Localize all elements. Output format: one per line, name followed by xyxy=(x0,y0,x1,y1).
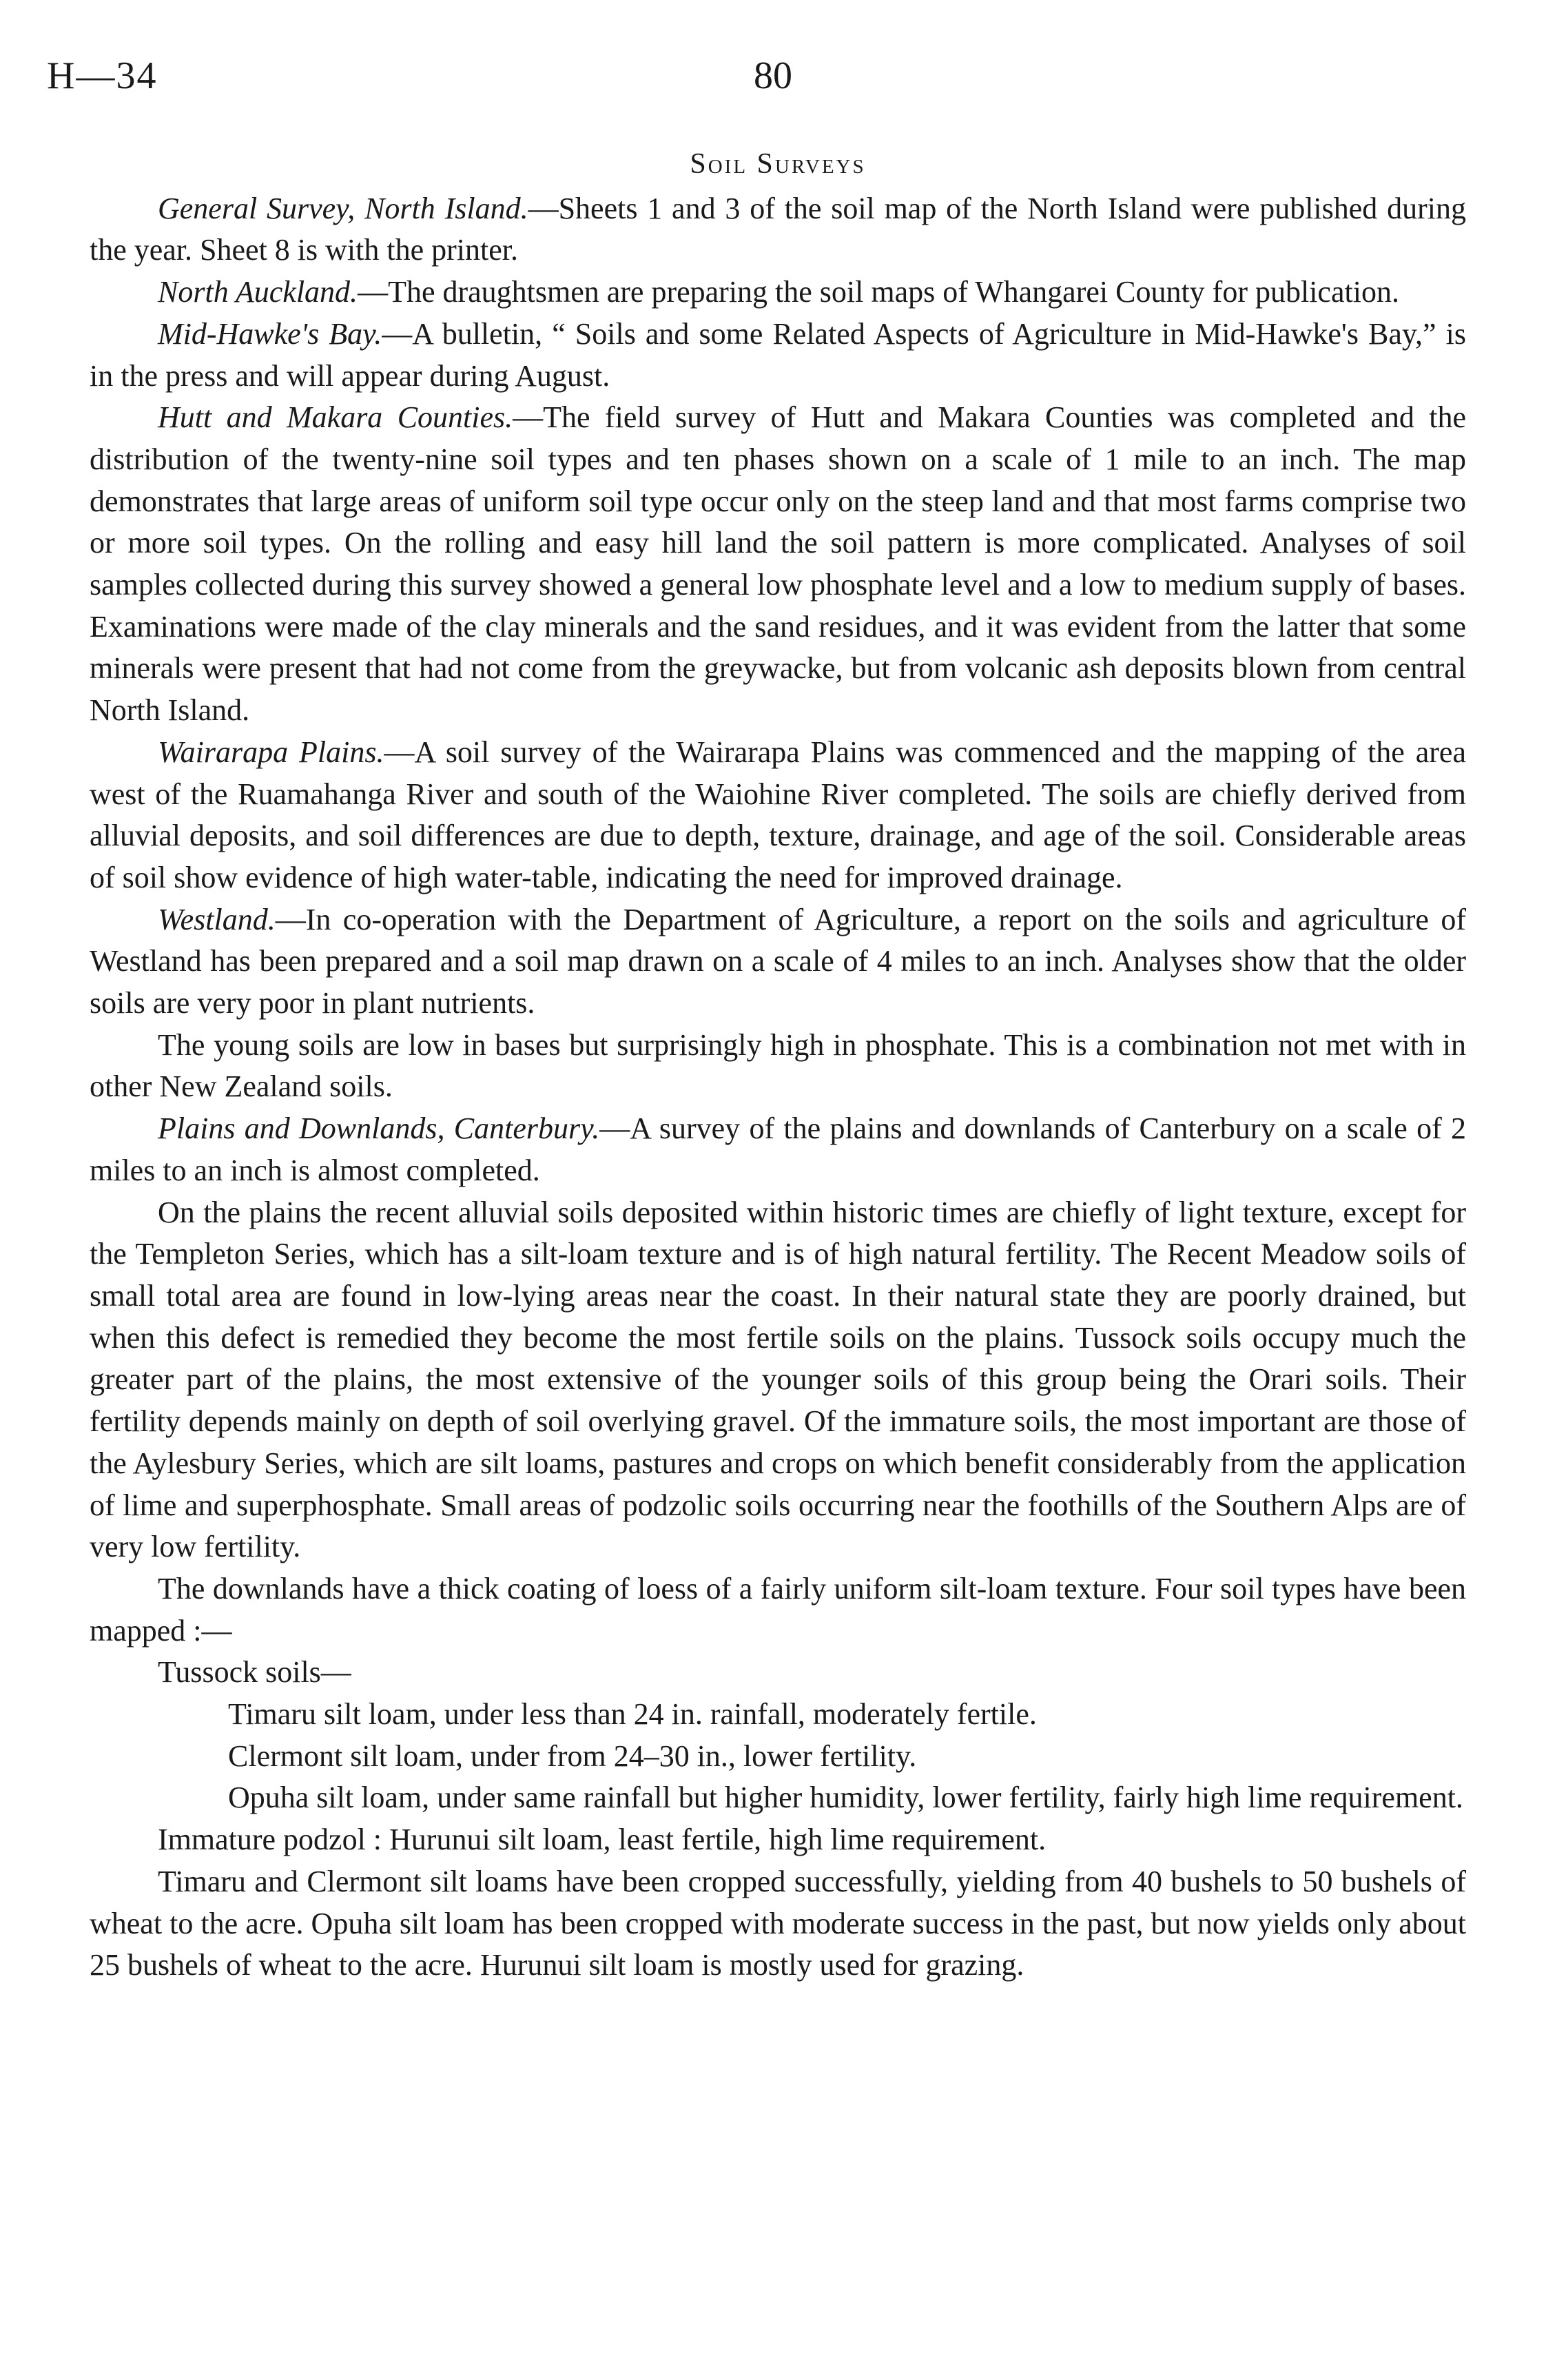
paragraph-plains xyxy=(90,1192,1466,1568)
paragraph-lead: North Auckland. xyxy=(158,275,358,309)
paragraph-lead: Westland. xyxy=(158,902,276,936)
paragraph-text: —The draughtsmen are preparing the soil maps of Whangarei County for publication. xyxy=(358,275,1399,309)
paragraph-westland xyxy=(90,899,1466,1025)
paragraph-lead: General Survey, North Island. xyxy=(158,191,528,225)
paragraph-north-auckland xyxy=(90,271,1466,314)
paragraph-mid-hawkes-bay xyxy=(90,314,1466,397)
paragraph-text: On the plains the recent alluvial soils deposited within historic times are chiefly of light texture, except for the Templeton Series, which has a silt-loam texture and is of high natural fertility. The Recent Meadow soils of small total area are found in low-lying areas near the coast. In their natural state they are poorly drained, but when this defect is remedied they become the most fertile soils on the plains. Tussock soils occupy much the greater part of the plains, the most extensive of the younger soils of this group being the Orari soils. Their fertility depends mainly on depth of soil overlying gravel. Of the immature soils, the most important are those of the Aylesbury Series, which are silt loams, pastures and crops on which benefit considerably from the application of lime and superphosphate. Small areas of podzolic soils occurring near the foothills of the Southern Alps are of very low fertility. xyxy=(90,1195,1466,1564)
paragraph-lead: Mid-Hawke's Bay. xyxy=(158,316,382,351)
soil-list-heading: Tussock soils— xyxy=(158,1655,351,1690)
paragraph-text: —A bulletin, “ Soils and some Related Aspects of Agriculture in Mid-Hawke's Bay,” is in the press and will appear during August. xyxy=(90,316,1466,393)
document-reference: H—34 xyxy=(47,54,158,97)
soil-list-item: Clermont silt loam, under from 24–30 in., lower fertility. xyxy=(228,1738,917,1773)
page-header xyxy=(0,54,1546,109)
paragraph-text: The young soils are low in bases but surprisingly high in phosphate. This is a combination not met with in other New Zealand soils. xyxy=(90,1027,1466,1104)
paragraph-canterbury xyxy=(90,1108,1466,1191)
paragraph-text: —The field survey of Hutt and Makara Counties was completed and the distribution of the twenty-nine soil types and ten phases shown on a scale of 1 mile to an inch. The map demonstrates that large areas of uniform soil type occur only on the steep land and that most farms comprise two or more soil types. On the rolling and easy hill land the soil pattern is more complicated. Analyses of soil samples collected during this survey showed a general low phosphate level and a low to medium supply of bases. Examinations were made of the clay minerals and the sand residues, and it was evident from the latter that some minerals were present that had not come from the greywacke, but from volcanic ash deposits blown from central North Island. xyxy=(90,400,1466,728)
paragraph-wairarapa xyxy=(90,732,1466,899)
paragraph-text: —In co-operation with the Department of Agriculture, a report on the soils and agriculture of Westland has been prepared and a soil map drawn on a scale of 4 miles to an inch. Analyses show that the older soils are very poor in plant nutrients. xyxy=(90,902,1466,1020)
page-body xyxy=(90,143,1466,1987)
paragraph-closing: Timaru and Clermont silt loams have been cropped successfully, yielding from 40 bushels to 50 bushels of wheat to the acre. Opuha silt loam has been cropped with moderate success in the past, but now yields only about 25 bushels of wheat to the acre. Hurunui silt loam is mostly used for grazing. xyxy=(90,1864,1466,1982)
paragraph-lead: Hutt and Makara Counties. xyxy=(158,400,513,435)
paragraph-text: —A soil survey of the Wairarapa Plains was commenced and the mapping of the area west of the Ruamahanga River and south of the Waiohine River completed. The soils are chiefly derived from alluvial deposits, and soil differences are due to depth, texture, drainage, and age of the soil. Considerable areas of soil show evidence of high water-table, indicating the need for improved drainage. xyxy=(90,735,1466,894)
section-title: Soil Surveys xyxy=(690,148,866,180)
immature-podzol-line: Immature podzol : Hurunui silt loam, least fertile, high lime requirement. xyxy=(158,1823,1047,1857)
paragraph-lead: Wairarapa Plains. xyxy=(158,735,384,769)
paragraph-text: —Sheets 1 and 3 of the soil map of the North Island were published during the year. Sheet 8 is with the printer. xyxy=(90,191,1466,267)
paragraph-text: —A survey of the plains and downlands of Canterbury on a scale of 2 miles to an inch is almost completed. xyxy=(90,1111,1467,1187)
paragraph-general-survey xyxy=(90,188,1466,271)
paragraph-young-soils xyxy=(90,1025,1466,1108)
paragraph-hutt-makara xyxy=(90,397,1466,732)
paragraph-text: The downlands have a thick coating of loess of a fairly uniform silt-loam texture. Four soil types have been mapped :— xyxy=(90,1571,1466,1648)
paragraph-downlands xyxy=(90,1568,1466,1652)
page-number: 80 xyxy=(754,54,792,97)
soil-list-item: Timaru silt loam, under less than 24 in. rainfall, moderately fertile. xyxy=(228,1697,1037,1732)
soil-list-item: Opuha silt loam, under same rainfall but higher humidity, lower fertility, fairly high lime requirement. xyxy=(228,1781,1463,1815)
paragraph-lead: Plains and Downlands, Canterbury. xyxy=(158,1111,600,1146)
